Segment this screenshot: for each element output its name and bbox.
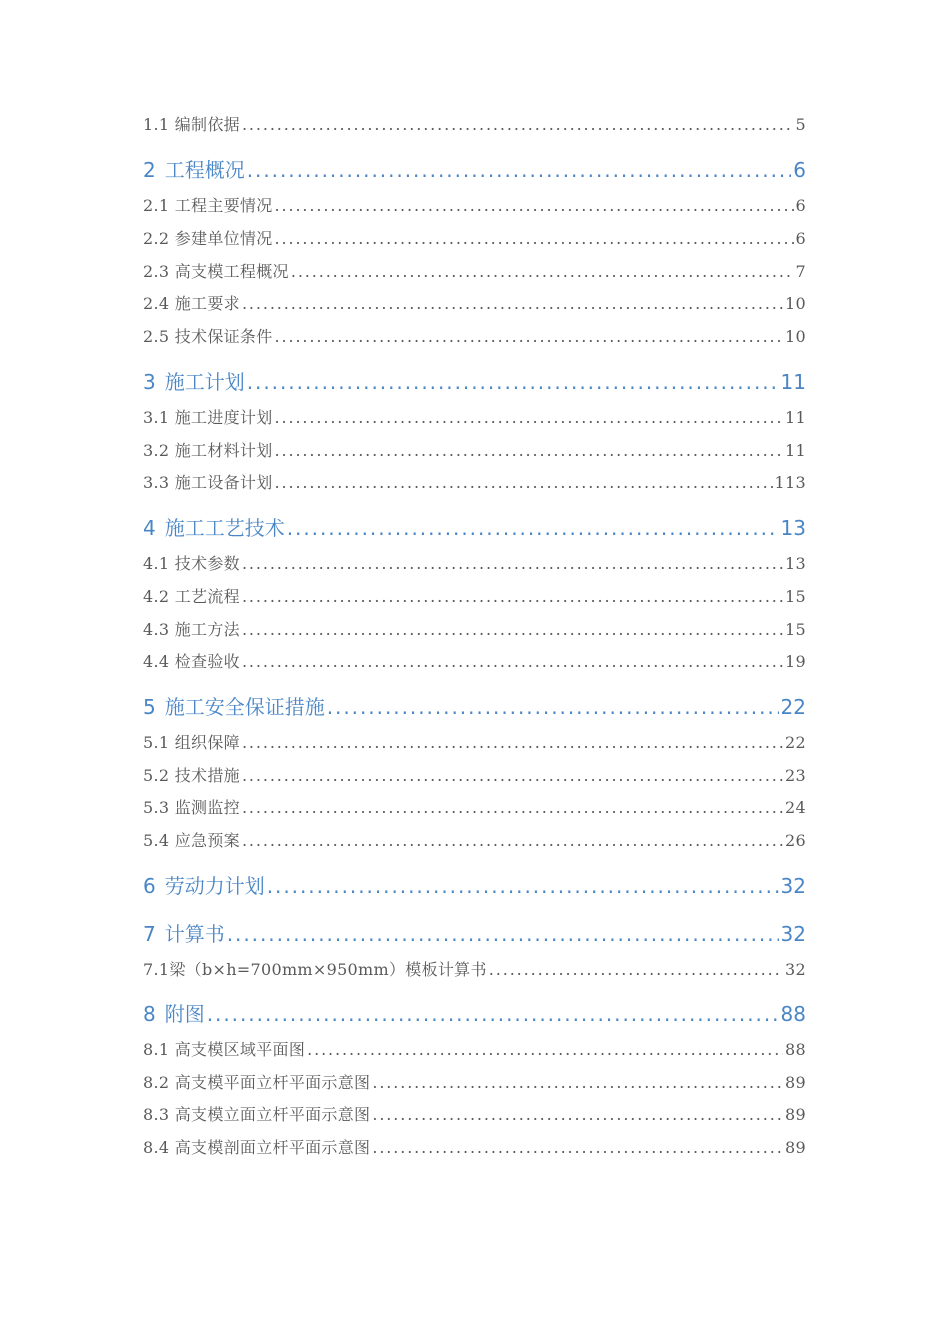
toc-chapter-number: 3 — [143, 370, 156, 394]
toc-chapter-7[interactable] — [143, 918, 806, 948]
toc-chapter-5[interactable] — [143, 691, 806, 721]
toc-leader-dots — [242, 554, 783, 573]
toc-leader-dots — [242, 115, 794, 134]
toc-chapter-label: 计算书 — [164, 922, 225, 946]
toc-entry-4-2[interactable] — [143, 584, 806, 610]
toc-page-number: 10 — [785, 327, 806, 346]
toc-page-number: 32 — [785, 960, 806, 979]
toc-page-number: 32 — [780, 874, 806, 898]
toc-entry-label: 4.2 工艺流程 — [143, 587, 240, 606]
toc-page-number: 10 — [785, 294, 806, 313]
toc-entry-8-4[interactable] — [143, 1135, 806, 1161]
toc-entry-label: 2.2 参建单位情况 — [143, 229, 273, 248]
toc-entry-3-2[interactable] — [143, 438, 806, 464]
toc-entry-5-3[interactable] — [143, 795, 806, 821]
toc-chapter-label: 施工工艺技术 — [164, 516, 285, 540]
toc-page-number: 11 — [785, 408, 806, 427]
toc-entry-2-1[interactable] — [143, 193, 806, 219]
toc-page-number: 11 — [780, 370, 806, 394]
toc-leader-dots — [242, 294, 783, 313]
toc-page-number: 7 — [795, 262, 806, 281]
toc-page-number: 22 — [785, 733, 806, 752]
toc-entry-4-1[interactable] — [143, 551, 806, 577]
toc-leader-dots — [291, 262, 794, 281]
toc-chapter-number: 8 — [143, 1002, 156, 1026]
toc-entry-label: 2.4 施工要求 — [143, 294, 240, 313]
toc-leader-dots — [247, 158, 792, 182]
toc-page-number: 89 — [785, 1138, 806, 1157]
toc-page-number: 32 — [780, 922, 806, 946]
toc-leader-dots — [372, 1138, 783, 1157]
toc-chapter-4[interactable] — [143, 512, 806, 542]
toc-entry-5-2[interactable] — [143, 763, 806, 789]
toc-entry-label: 4.1 技术参数 — [143, 554, 240, 573]
toc-chapter-title — [143, 366, 245, 395]
toc-leader-dots — [242, 587, 783, 606]
toc-leader-dots — [489, 960, 783, 979]
toc-page-number: 88 — [785, 1040, 806, 1059]
toc-chapter-label: 施工安全保证措施 — [164, 695, 325, 719]
toc-chapter-title — [143, 154, 245, 183]
toc-chapter-number: 4 — [143, 516, 156, 540]
toc-entry-label: 8.4 高支模剖面立杆平面示意图 — [143, 1138, 371, 1157]
toc-entry-2-3[interactable] — [143, 259, 806, 285]
toc-leader-dots — [242, 733, 783, 752]
toc-leader-dots — [275, 327, 783, 346]
toc-leader-dots — [275, 441, 783, 460]
toc-page-number: 5 — [795, 115, 806, 134]
toc-page-number: 15 — [785, 587, 806, 606]
toc-entry-8-1[interactable] — [143, 1037, 806, 1063]
toc-entry-2-4[interactable] — [143, 291, 806, 317]
toc-chapter-label: 附图 — [164, 1002, 205, 1026]
toc-page-number: 11 — [785, 441, 806, 460]
toc-chapter-2[interactable] — [143, 154, 806, 184]
toc-leader-dots — [242, 652, 783, 671]
toc-entry-4-3[interactable] — [143, 617, 806, 643]
toc-entry-2-5[interactable] — [143, 324, 806, 350]
toc-page-number: 6 — [795, 229, 806, 248]
toc-entry-label: 8.3 高支模立面立杆平面示意图 — [143, 1105, 371, 1124]
toc-entry-label: 3.3 施工设备计划 — [143, 473, 273, 492]
toc-chapter-title — [143, 918, 225, 947]
toc-entry-label: 5.1 组织保障 — [143, 733, 240, 752]
toc-entry-label: 2.3 高支模工程概况 — [143, 262, 289, 281]
toc-page-number: 26 — [785, 831, 806, 850]
toc-chapter-number: 6 — [143, 874, 156, 898]
toc-entry-7-1[interactable] — [143, 957, 806, 983]
toc-entry-5-1[interactable] — [143, 730, 806, 756]
toc-leader-dots — [307, 1040, 783, 1059]
toc-chapter-number: 7 — [143, 922, 156, 946]
toc-leader-dots — [372, 1073, 783, 1092]
toc-entry-4-4[interactable] — [143, 649, 806, 675]
toc-entry-3-3[interactable] — [143, 470, 806, 496]
toc-entry-label: 7.1梁（b×h=700mm×950mm）模板计算书 — [143, 960, 487, 979]
toc-page-number: 19 — [785, 652, 806, 671]
toc-chapter-label: 劳动力计划 — [164, 874, 265, 898]
toc-entry-label: 8.2 高支模平面立杆平面示意图 — [143, 1073, 371, 1092]
toc-leader-dots — [247, 370, 779, 394]
toc-leader-dots — [287, 516, 779, 540]
toc-leader-dots — [242, 798, 783, 817]
toc-chapter-title — [143, 512, 285, 541]
toc-leader-dots — [275, 473, 773, 492]
toc-leader-dots — [327, 695, 779, 719]
toc-page-number: 6 — [795, 196, 806, 215]
toc-entry-1-1[interactable] — [143, 112, 806, 138]
toc-leader-dots — [275, 196, 794, 215]
toc-entry-label: 5.3 监测监控 — [143, 798, 240, 817]
toc-entry-label: 2.1 工程主要情况 — [143, 196, 273, 215]
toc-chapter-label: 施工计划 — [164, 370, 245, 394]
toc-page-number: 15 — [785, 620, 806, 639]
toc-chapter-number: 5 — [143, 695, 156, 719]
toc-entry-3-1[interactable] — [143, 405, 806, 431]
toc-chapter-title — [143, 691, 325, 720]
toc-chapter-title — [143, 998, 205, 1027]
toc-chapter-6[interactable] — [143, 870, 806, 900]
toc-entry-5-4[interactable] — [143, 828, 806, 854]
toc-leader-dots — [227, 922, 779, 946]
toc-page-number: 23 — [785, 766, 806, 785]
toc-chapter-3[interactable] — [143, 366, 806, 396]
toc-page-number: 113 — [774, 473, 806, 492]
toc-entry-label: 8.1 高支模区域平面图 — [143, 1040, 306, 1059]
toc-chapter-8[interactable] — [143, 998, 806, 1028]
toc-chapter-label: 工程概况 — [164, 158, 245, 182]
toc-entry-label: 4.4 检查验收 — [143, 652, 240, 671]
toc-leader-dots — [275, 408, 783, 427]
toc-entry-label: 5.4 应急预案 — [143, 831, 240, 850]
toc-entry-2-2[interactable] — [143, 226, 806, 252]
toc-entry-label: 5.2 技术措施 — [143, 766, 240, 785]
toc-entry-label: 1.1 编制依据 — [143, 115, 240, 134]
toc-page-number: 89 — [785, 1073, 806, 1092]
toc-leader-dots — [242, 766, 783, 785]
toc-entry-label: 4.3 施工方法 — [143, 620, 240, 639]
toc-page-number: 88 — [780, 1002, 806, 1026]
toc-page-number: 13 — [785, 554, 806, 573]
toc-chapter-number: 2 — [143, 158, 156, 182]
toc-page-number: 6 — [793, 158, 806, 182]
toc-leader-dots — [207, 1002, 779, 1026]
toc-chapter-title — [143, 870, 265, 899]
toc-page-number: 89 — [785, 1105, 806, 1124]
toc-leader-dots — [267, 874, 779, 898]
table-of-contents — [143, 0, 806, 1344]
toc-entry-label: 3.1 施工进度计划 — [143, 408, 273, 427]
toc-leader-dots — [372, 1105, 783, 1124]
toc-entry-8-2[interactable] — [143, 1070, 806, 1096]
toc-entry-label: 3.2 施工材料计划 — [143, 441, 273, 460]
toc-page-number: 24 — [785, 798, 806, 817]
toc-entry-label: 2.5 技术保证条件 — [143, 327, 273, 346]
toc-leader-dots — [275, 229, 794, 248]
toc-entry-8-3[interactable] — [143, 1102, 806, 1128]
toc-page-number: 22 — [780, 695, 806, 719]
toc-page-number: 13 — [780, 516, 806, 540]
toc-leader-dots — [242, 620, 783, 639]
toc-leader-dots — [242, 831, 783, 850]
